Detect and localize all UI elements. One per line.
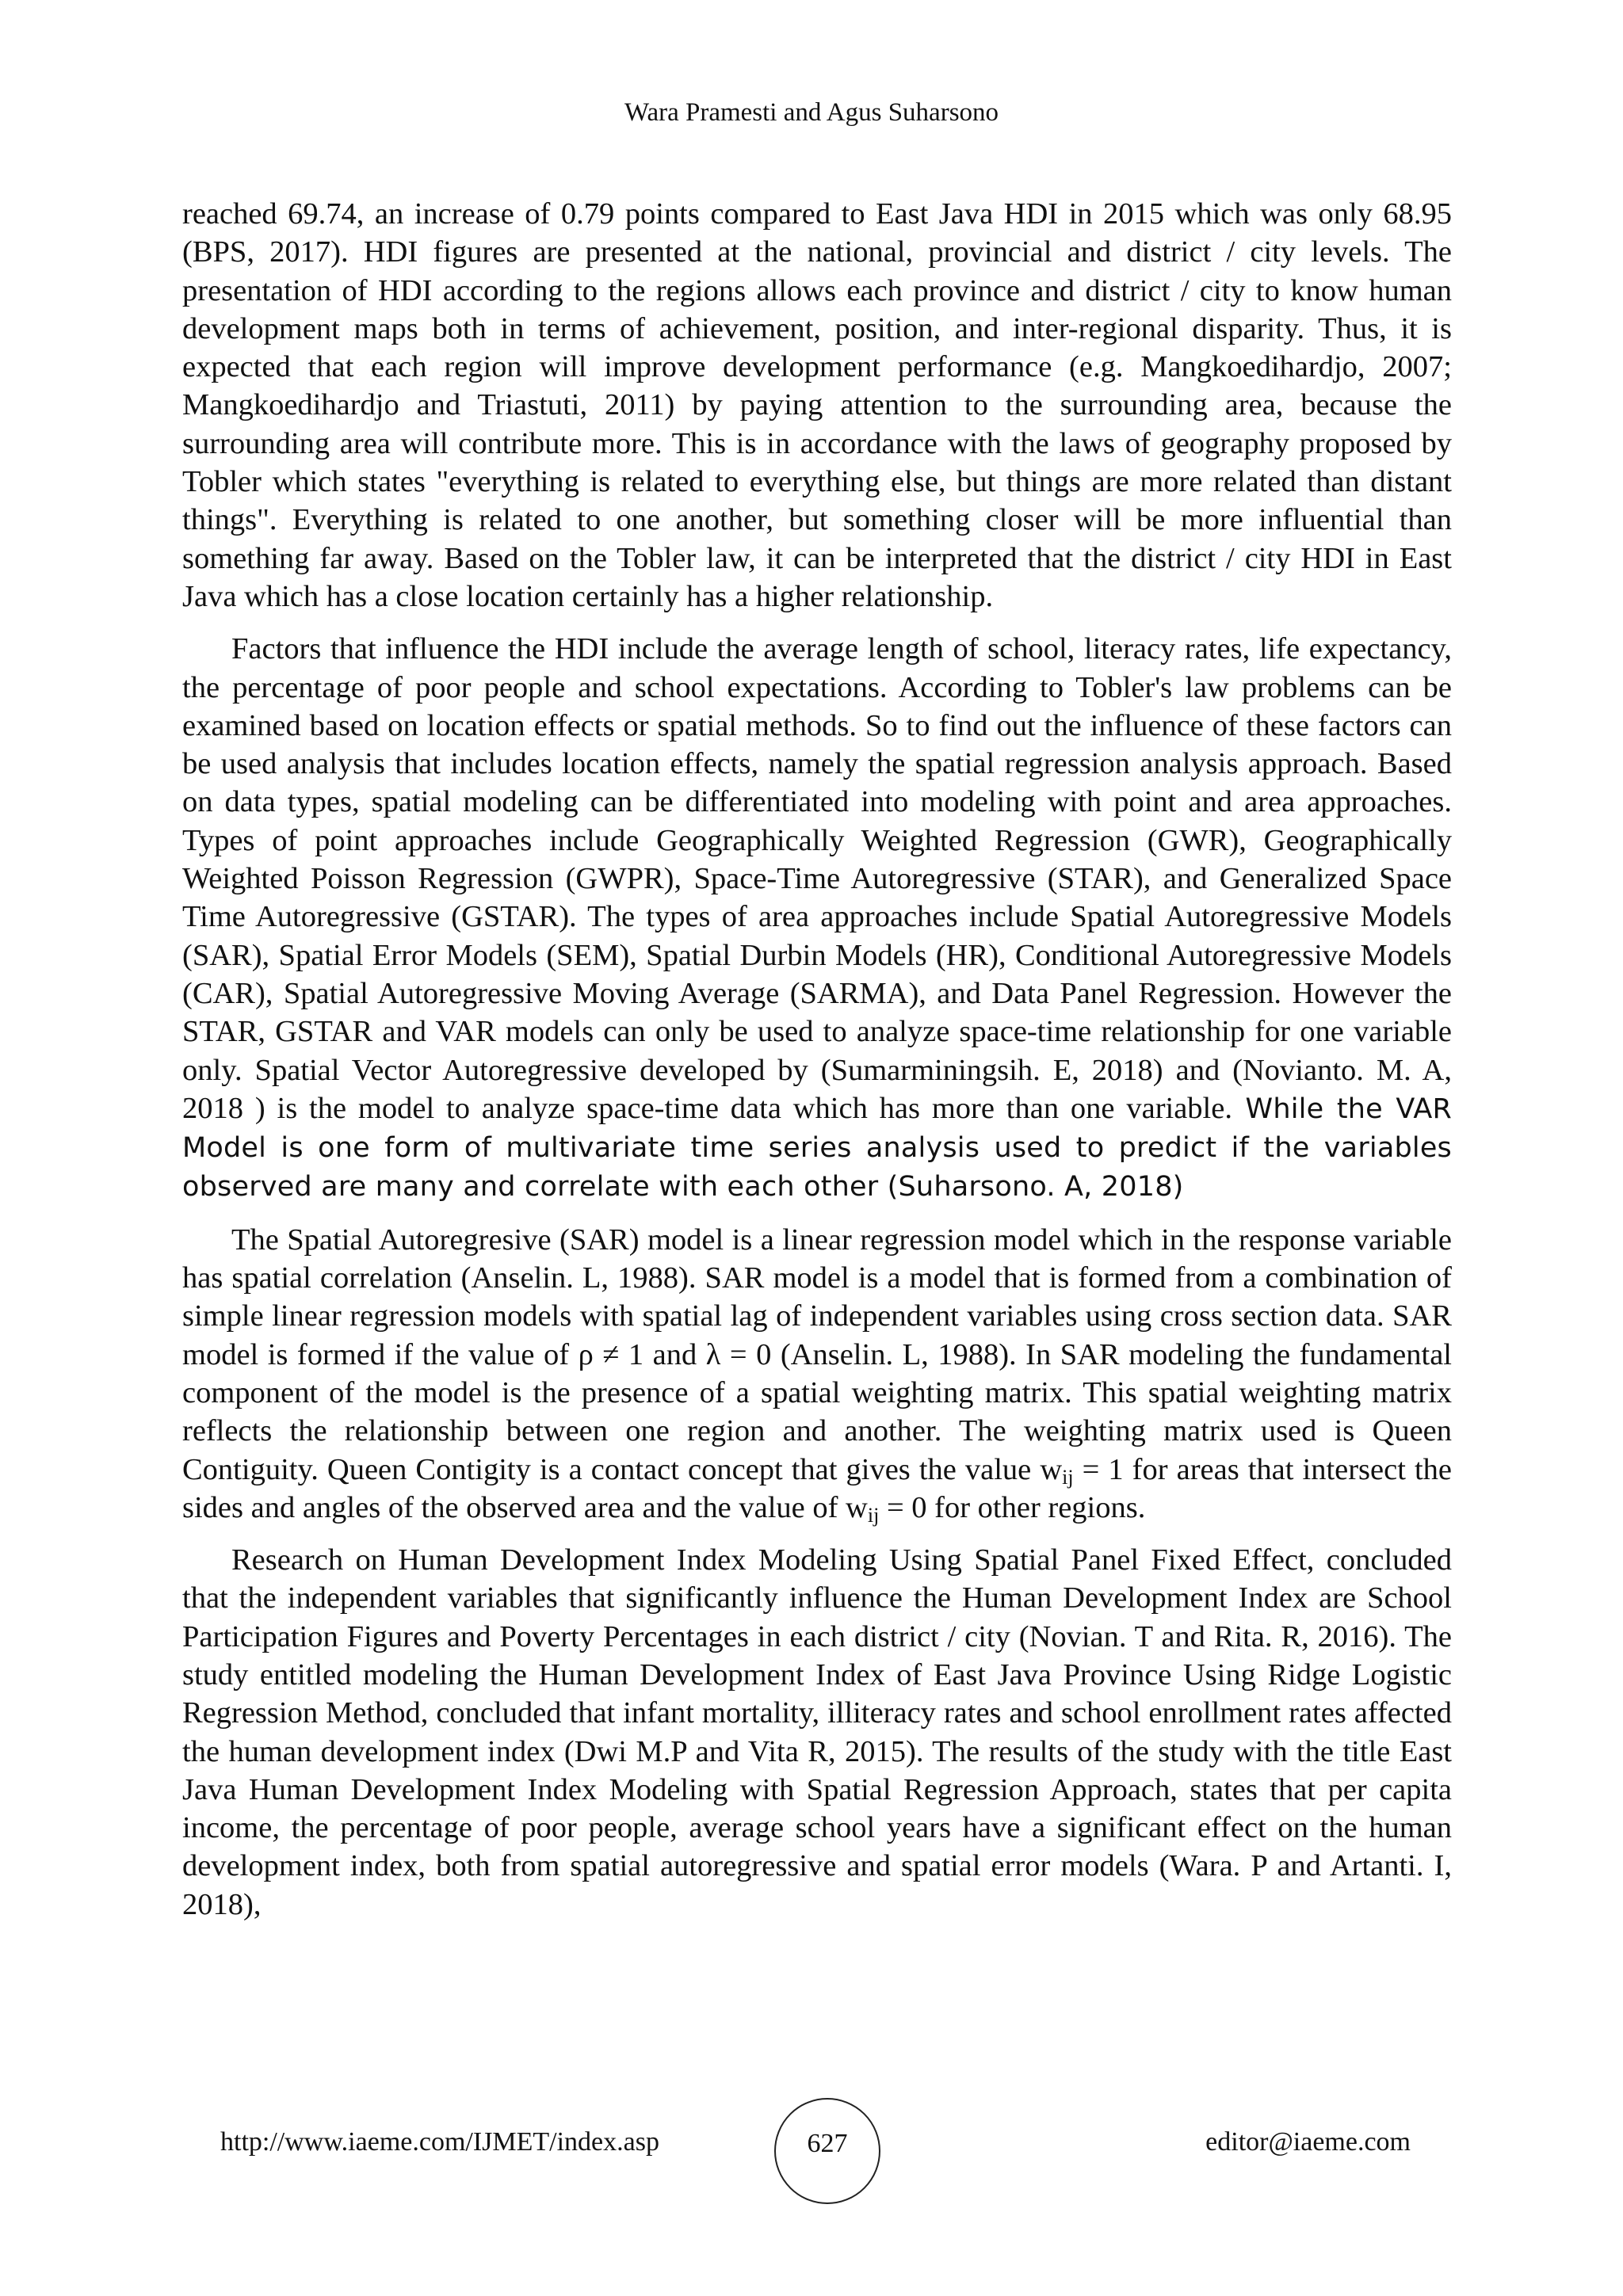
paragraph-4: Research on Human Development Index Modeling Using Spatial Panel Fixed Effect, concluded that the independent variables that significantly influence the Human Development Index are School Participation Figures and Poverty Percentages in each district / city (Novian. T and Rita. R, 2016). The study entitled modeling the Human Development Index of East Java Province Using Ridge Logistic Regression Method, concluded that infant mortality, illiteracy rates and school enrollment rates affected the human development index (Dwi M.P and Vita R, 2015). The results of the study with the title East Java Human Development Index Modeling with Spatial Regression Approach, states that per capita income, the percentage of poor people, average school years have a significant effect on the human development index, both from spatial autoregressive and spatial error models (Wara. P and Artanti. I, 2018), — [182, 1543, 1452, 1921]
header-authors: Wara Pramesti and Agus Suharsono — [624, 98, 999, 127]
article-body — [182, 195, 1452, 1938]
page-number: 627 — [807, 2129, 848, 2158]
paragraph-3-part-a: The Spatial Autoregresive (SAR) model is a linear regression model which in the response variable has spatial correlation (Anselin. L, 1988). SAR model is a model that is formed from a combination of simple linear regression models with spatial lag of independent variables using cross section data. SAR model is formed if the value of ρ ≠ 1 and λ = 0 (Anselin. L, 1988). In SAR modeling the fundamental component of the model is the presence of a spatial weighting matrix. This spatial weighting matrix reflects the relationship between one region and another. The weighting matrix used is Queen Contiguity. Queen Contigity is a contact concept that gives the value w — [182, 1222, 1452, 1486]
paragraph-3 — [182, 1221, 1452, 1527]
paragraph-3-part-b: = 1 for areas that intersect the sides and angles of the observed area and the value of w — [182, 1452, 1452, 1524]
footer-email-link[interactable]: editor@iaeme.com — [1205, 2127, 1411, 2157]
paragraph-3-part-c: = 0 for other regions. — [879, 1490, 1146, 1524]
subscript-ij-2: ij — [867, 1503, 880, 1527]
paragraph-1: reached 69.74, an increase of 0.79 points compared to East Java HDI in 2015 which was only 68.95 (BPS, 2017). HDI figures are presented at the national, provincial and district / city levels. The presentation of HDI according to the regions allows each province and district / city to know human development maps both in terms of achievement, position, and inter-regional disparity. Thus, it is expected that each region will improve development performance (e.g. Mangkoedihardjo, 2007; Mangkoedihardjo and Triastuti, 2011) by paying attention to the surrounding area, because the surrounding area will contribute more. This is in accordance with the laws of geography proposed by Tobler which states "everything is related to everything else, but things are more related than distant things". Everything is related to one another, but something closer will be more influential than something far away. Based on the Tobler law, it can be interpreted that the district / city HDI in East Java which has a close location certainly has a higher relationship. — [182, 197, 1452, 613]
paragraph-2-tail: While the VAR Model is one form of multivariate time series analysis used to predict if the variables observed are many and correlate with each other (Suharsono. A, 2018) — [182, 1093, 1453, 1203]
page-footer — [0, 2098, 1623, 2209]
footer-url-link[interactable]: http://www.iaeme.com/IJMET/index.asp — [220, 2127, 659, 2157]
page-number-circle — [774, 2098, 880, 2204]
running-header — [0, 97, 1623, 128]
paragraph-2-main: Factors that influence the HDI include the average length of school, literacy rates, life expectancy, the percentage of poor people and school expectations. According to Tobler's law problems can be examined based on location effects or spatial methods. So to find out the influence of these factors can be used analysis that includes location effects, namely the spatial regression analysis approach. Based on data types, spatial modeling can be differentiated into modeling with point and area approaches. Types of point approaches include Geographically Weighted Regression (GWR), Geographically Weighted Poisson Regression (GWPR), Space-Time Autoregressive (STAR), and Generalized Space Time Autoregressive (GSTAR). The types of area approaches include Spatial Autoregressive Models (SAR), Spatial Error Models (SEM), Spatial Durbin Models (HR), Conditional Autoregressive Models (CAR), Spatial Autoregressive Moving Average (SARMA), and Data Panel Regression. However the STAR, GSTAR and VAR models can only be used to analyze space-time relationship for one variable only. Spatial Vector Autoregressive developed by (Sumarminingsih. E, 2018) and (Novianto. M. A, 2018 ) is the model to analyze space-time data which has more than one variable. — [182, 632, 1452, 1125]
subscript-ij-1: ij — [1062, 1465, 1074, 1489]
paragraph-2 — [182, 630, 1452, 1206]
